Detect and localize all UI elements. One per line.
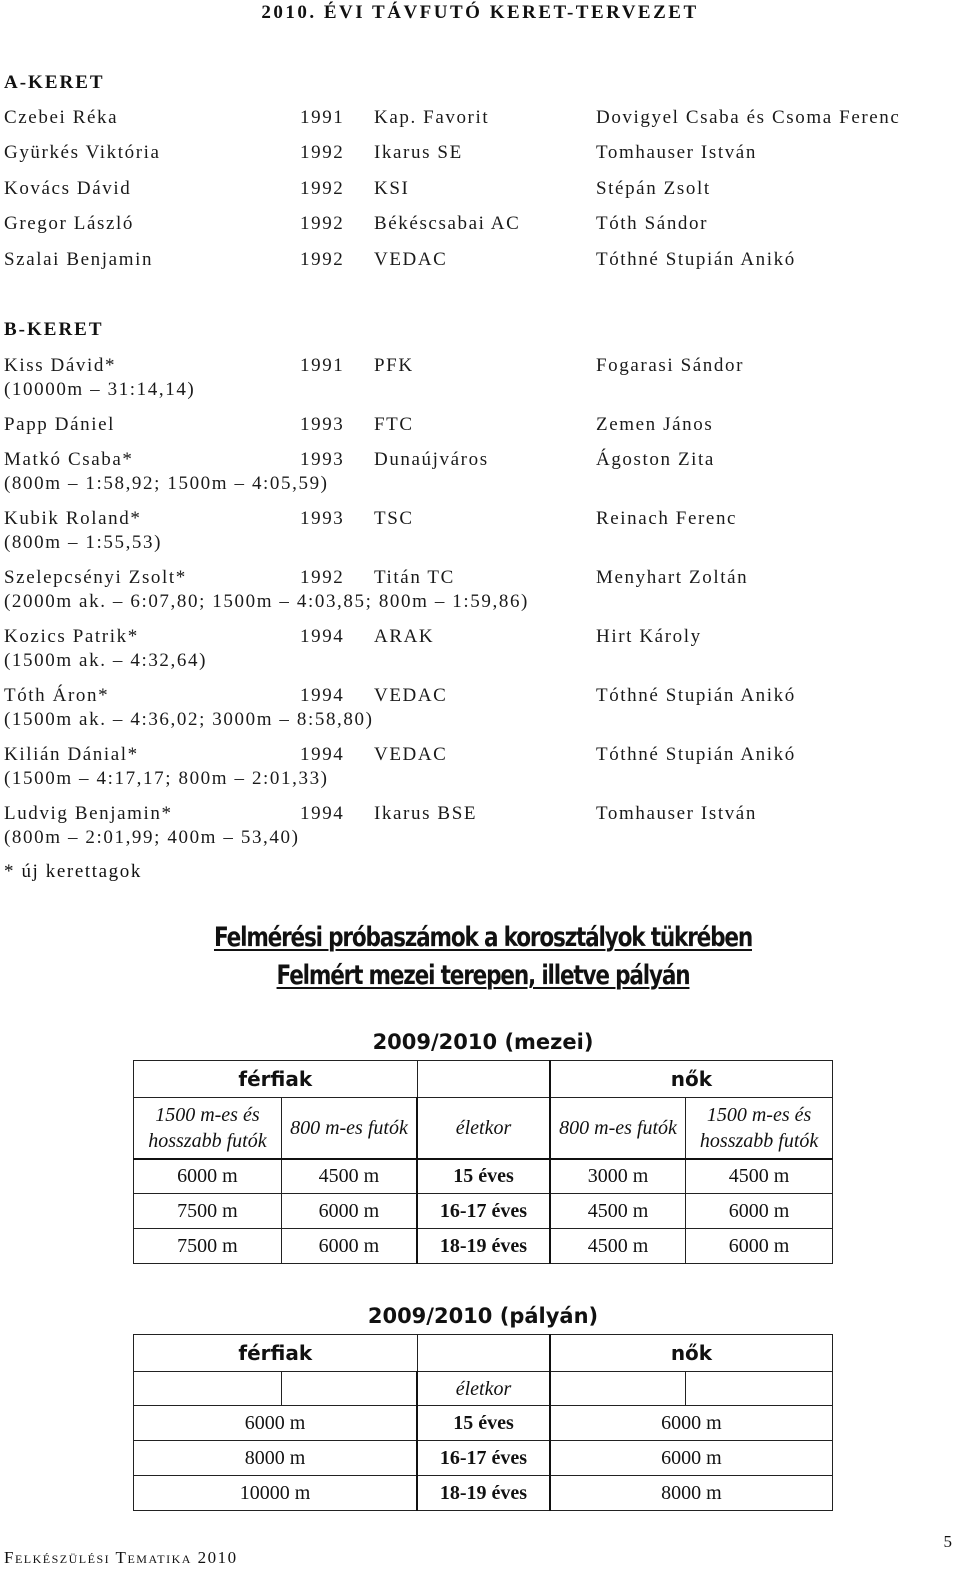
athlete-coach: Menyhart Zoltán <box>596 567 749 588</box>
athlete-name: Kovács Dávid <box>4 177 132 199</box>
athlete-result: (2000m ak. – 6:07,80; 1500m – 4:03,85; 800m – 1:59,86) <box>4 591 529 612</box>
b-keret-row <box>4 626 954 672</box>
athlete-year: 1994 <box>300 803 345 824</box>
athlete-club: Ikarus SE <box>374 142 463 164</box>
athlete-coach: Tóthné Stupián Anikó <box>596 248 796 270</box>
athlete-coach: Tóthné Stupián Anikó <box>596 685 796 706</box>
distance-cell: 4500 m <box>550 1194 686 1229</box>
athlete-name: Kubik Roland* <box>4 508 142 529</box>
athlete-year: 1992 <box>300 213 345 235</box>
b-keret-row <box>4 685 954 731</box>
athlete-club: Dunaújváros <box>374 449 489 470</box>
athlete-year: 1992 <box>300 142 345 164</box>
age-cell: 15 éves <box>417 1159 550 1194</box>
athlete-result: (1500m – 4:17,17; 800m – 2:01,33) <box>4 768 329 789</box>
empty-cell <box>417 1335 550 1372</box>
athlete-year: 1993 <box>300 449 345 470</box>
athlete-club: Ikarus BSE <box>374 803 478 824</box>
men-header: férfiak <box>134 1335 418 1372</box>
age-cell: 18-19 éves <box>417 1476 550 1511</box>
athlete-club: TSC <box>374 508 414 529</box>
distance-cell: 4500 m <box>550 1229 686 1264</box>
women-header: nők <box>550 1061 833 1098</box>
athlete-club: KSI <box>374 177 410 199</box>
athlete-club: Titán TC <box>374 567 455 588</box>
distance-cell: 6000 m <box>686 1229 833 1264</box>
athlete-coach: Stépán Zsolt <box>596 177 711 199</box>
athlete-year: 1993 <box>300 508 345 529</box>
distance-cell: 3000 m <box>550 1159 686 1194</box>
athlete-year: 1994 <box>300 685 345 706</box>
page-number: 5 <box>943 1532 952 1551</box>
table-mezei <box>133 1060 833 1264</box>
distance-cell: 4500 m <box>281 1159 417 1194</box>
athlete-club: VEDAC <box>374 248 448 270</box>
athlete-year: 1991 <box>300 107 345 128</box>
distance-cell: 10000 m <box>134 1476 418 1511</box>
athlete-coach: Zemen János <box>596 414 714 435</box>
a-keret-title: A-KERET <box>4 72 105 93</box>
b-keret-row <box>4 414 954 438</box>
athlete-coach: Ágoston Zita <box>596 449 715 470</box>
athlete-club: PFK <box>374 355 414 376</box>
age-cell: 18-19 éves <box>417 1229 550 1264</box>
distance-cell: 4500 m <box>686 1159 833 1194</box>
athlete-coach: Fogarasi Sándor <box>596 355 745 376</box>
age-cell: 15 éves <box>417 1406 550 1441</box>
subheader-cell: 800 m-es futók <box>550 1098 686 1159</box>
distance-cell: 8000 m <box>550 1476 833 1511</box>
table-row <box>134 1441 833 1476</box>
footer-title: Felkészülési Tematika 2010 <box>4 1548 238 1567</box>
athlete-name: Kozics Patrik* <box>4 626 139 647</box>
table-row <box>134 1194 833 1229</box>
b-keret-row <box>4 449 954 495</box>
athlete-coach: Tóthné Stupián Anikó <box>596 744 796 765</box>
table-row <box>134 1476 833 1511</box>
athlete-name: Ludvig Benjamin* <box>4 803 173 824</box>
athlete-club: VEDAC <box>374 744 448 765</box>
age-subheader: életkor <box>417 1372 550 1406</box>
athlete-year: 1991 <box>300 355 345 376</box>
distance-cell: 6000 m <box>281 1229 417 1264</box>
athlete-year: 1994 <box>300 744 345 765</box>
b-keret-row <box>4 508 954 554</box>
table-row <box>134 1229 833 1264</box>
distance-cell: 6000 m <box>134 1159 282 1194</box>
age-subheader: életkor <box>417 1098 550 1159</box>
empty-cell <box>134 1372 282 1406</box>
distance-cell: 6000 m <box>134 1406 418 1441</box>
women-header: nők <box>550 1335 833 1372</box>
b-keret-row <box>4 355 954 401</box>
table-mezei-caption: 2009/2010 (mezei) <box>372 1030 594 1054</box>
athlete-year: 1993 <box>300 414 345 435</box>
distance-cell: 8000 m <box>134 1441 418 1476</box>
athlete-coach: Dovigyel Csaba és Csoma Ferenc <box>596 107 901 128</box>
empty-cell <box>550 1372 686 1406</box>
distance-cell: 6000 m <box>550 1441 833 1476</box>
table-row <box>134 1406 833 1441</box>
athlete-result: (10000m – 31:14,14) <box>4 379 196 400</box>
athlete-result: (800m – 1:58,92; 1500m – 4:05,59) <box>4 473 329 494</box>
athlete-coach: Tomhauser István <box>596 803 757 824</box>
athlete-name: Matkó Csaba* <box>4 449 134 470</box>
table-row <box>134 1159 833 1194</box>
athlete-result: (800m – 1:55,53) <box>4 532 163 553</box>
a-keret-row <box>4 178 954 202</box>
subheader-cell: 1500 m-es és hosszabb futók <box>134 1098 282 1159</box>
athlete-name: Szelepcsényi Zsolt* <box>4 567 187 588</box>
athlete-result: (800m – 2:01,99; 400m – 53,40) <box>4 827 300 848</box>
b-keret-title: B-KERET <box>4 319 104 340</box>
athlete-name: Tóth Áron* <box>4 685 110 706</box>
a-keret-row <box>4 249 954 273</box>
b-keret-row <box>4 744 954 790</box>
a-keret-row <box>4 107 954 131</box>
athlete-club: VEDAC <box>374 685 448 706</box>
subheader-cell: 1500 m-es és hosszabb futók <box>686 1098 833 1159</box>
athlete-coach: Hirt Károly <box>596 626 702 647</box>
athlete-coach: Tomhauser István <box>596 142 757 164</box>
distance-cell: 6000 m <box>550 1406 833 1441</box>
athlete-coach: Reinach Ferenc <box>596 508 738 529</box>
men-header: férfiak <box>134 1061 418 1098</box>
table-palyan <box>133 1334 833 1511</box>
page-title: 2010. ÉVI TÁVFUTÓ KERET-TERVEZET <box>261 2 699 23</box>
empty-cell <box>417 1061 550 1098</box>
section-heading-1: Felmérési próbaszámok a korosztályok tükrében <box>213 922 752 953</box>
section-heading-2: Felmért mezei terepen, illetve pályán <box>276 960 690 991</box>
athlete-club: ARAK <box>374 626 435 647</box>
subheader-cell: 800 m-es futók <box>281 1098 417 1159</box>
athlete-name: Czebei Réka <box>4 107 119 128</box>
b-keret-row <box>4 803 954 849</box>
athlete-name: Szalai Benjamin <box>4 248 154 270</box>
athlete-name: Kilián Dánial* <box>4 744 139 765</box>
distance-cell: 7500 m <box>134 1229 282 1264</box>
athlete-name: Gyürkés Viktória <box>4 142 161 164</box>
empty-cell <box>281 1372 417 1406</box>
a-keret-row <box>4 213 954 237</box>
athlete-club: Kap. Favorit <box>374 107 490 128</box>
a-keret-row <box>4 142 954 166</box>
athlete-year: 1994 <box>300 626 345 647</box>
age-cell: 16-17 éves <box>417 1441 550 1476</box>
athlete-year: 1992 <box>300 177 345 199</box>
athlete-club: Békéscsabai AC <box>374 213 521 235</box>
athlete-club: FTC <box>374 414 414 435</box>
athlete-coach: Tóth Sándor <box>596 213 709 235</box>
athlete-result: (1500m ak. – 4:32,64) <box>4 650 207 671</box>
athlete-year: 1992 <box>300 248 345 270</box>
athlete-result: (1500m ak. – 4:36,02; 3000m – 8:58,80) <box>4 709 374 730</box>
table-palyan-caption: 2009/2010 (pályán) <box>367 1304 599 1328</box>
footnote: * új kerettagok <box>4 861 142 882</box>
athlete-name: Kiss Dávid* <box>4 355 117 376</box>
athlete-name: Papp Dániel <box>4 414 115 435</box>
distance-cell: 6000 m <box>281 1194 417 1229</box>
empty-cell <box>686 1372 833 1406</box>
distance-cell: 6000 m <box>686 1194 833 1229</box>
b-keret-row <box>4 567 954 613</box>
distance-cell: 7500 m <box>134 1194 282 1229</box>
age-cell: 16-17 éves <box>417 1194 550 1229</box>
athlete-year: 1992 <box>300 567 345 588</box>
athlete-name: Gregor László <box>4 213 135 235</box>
